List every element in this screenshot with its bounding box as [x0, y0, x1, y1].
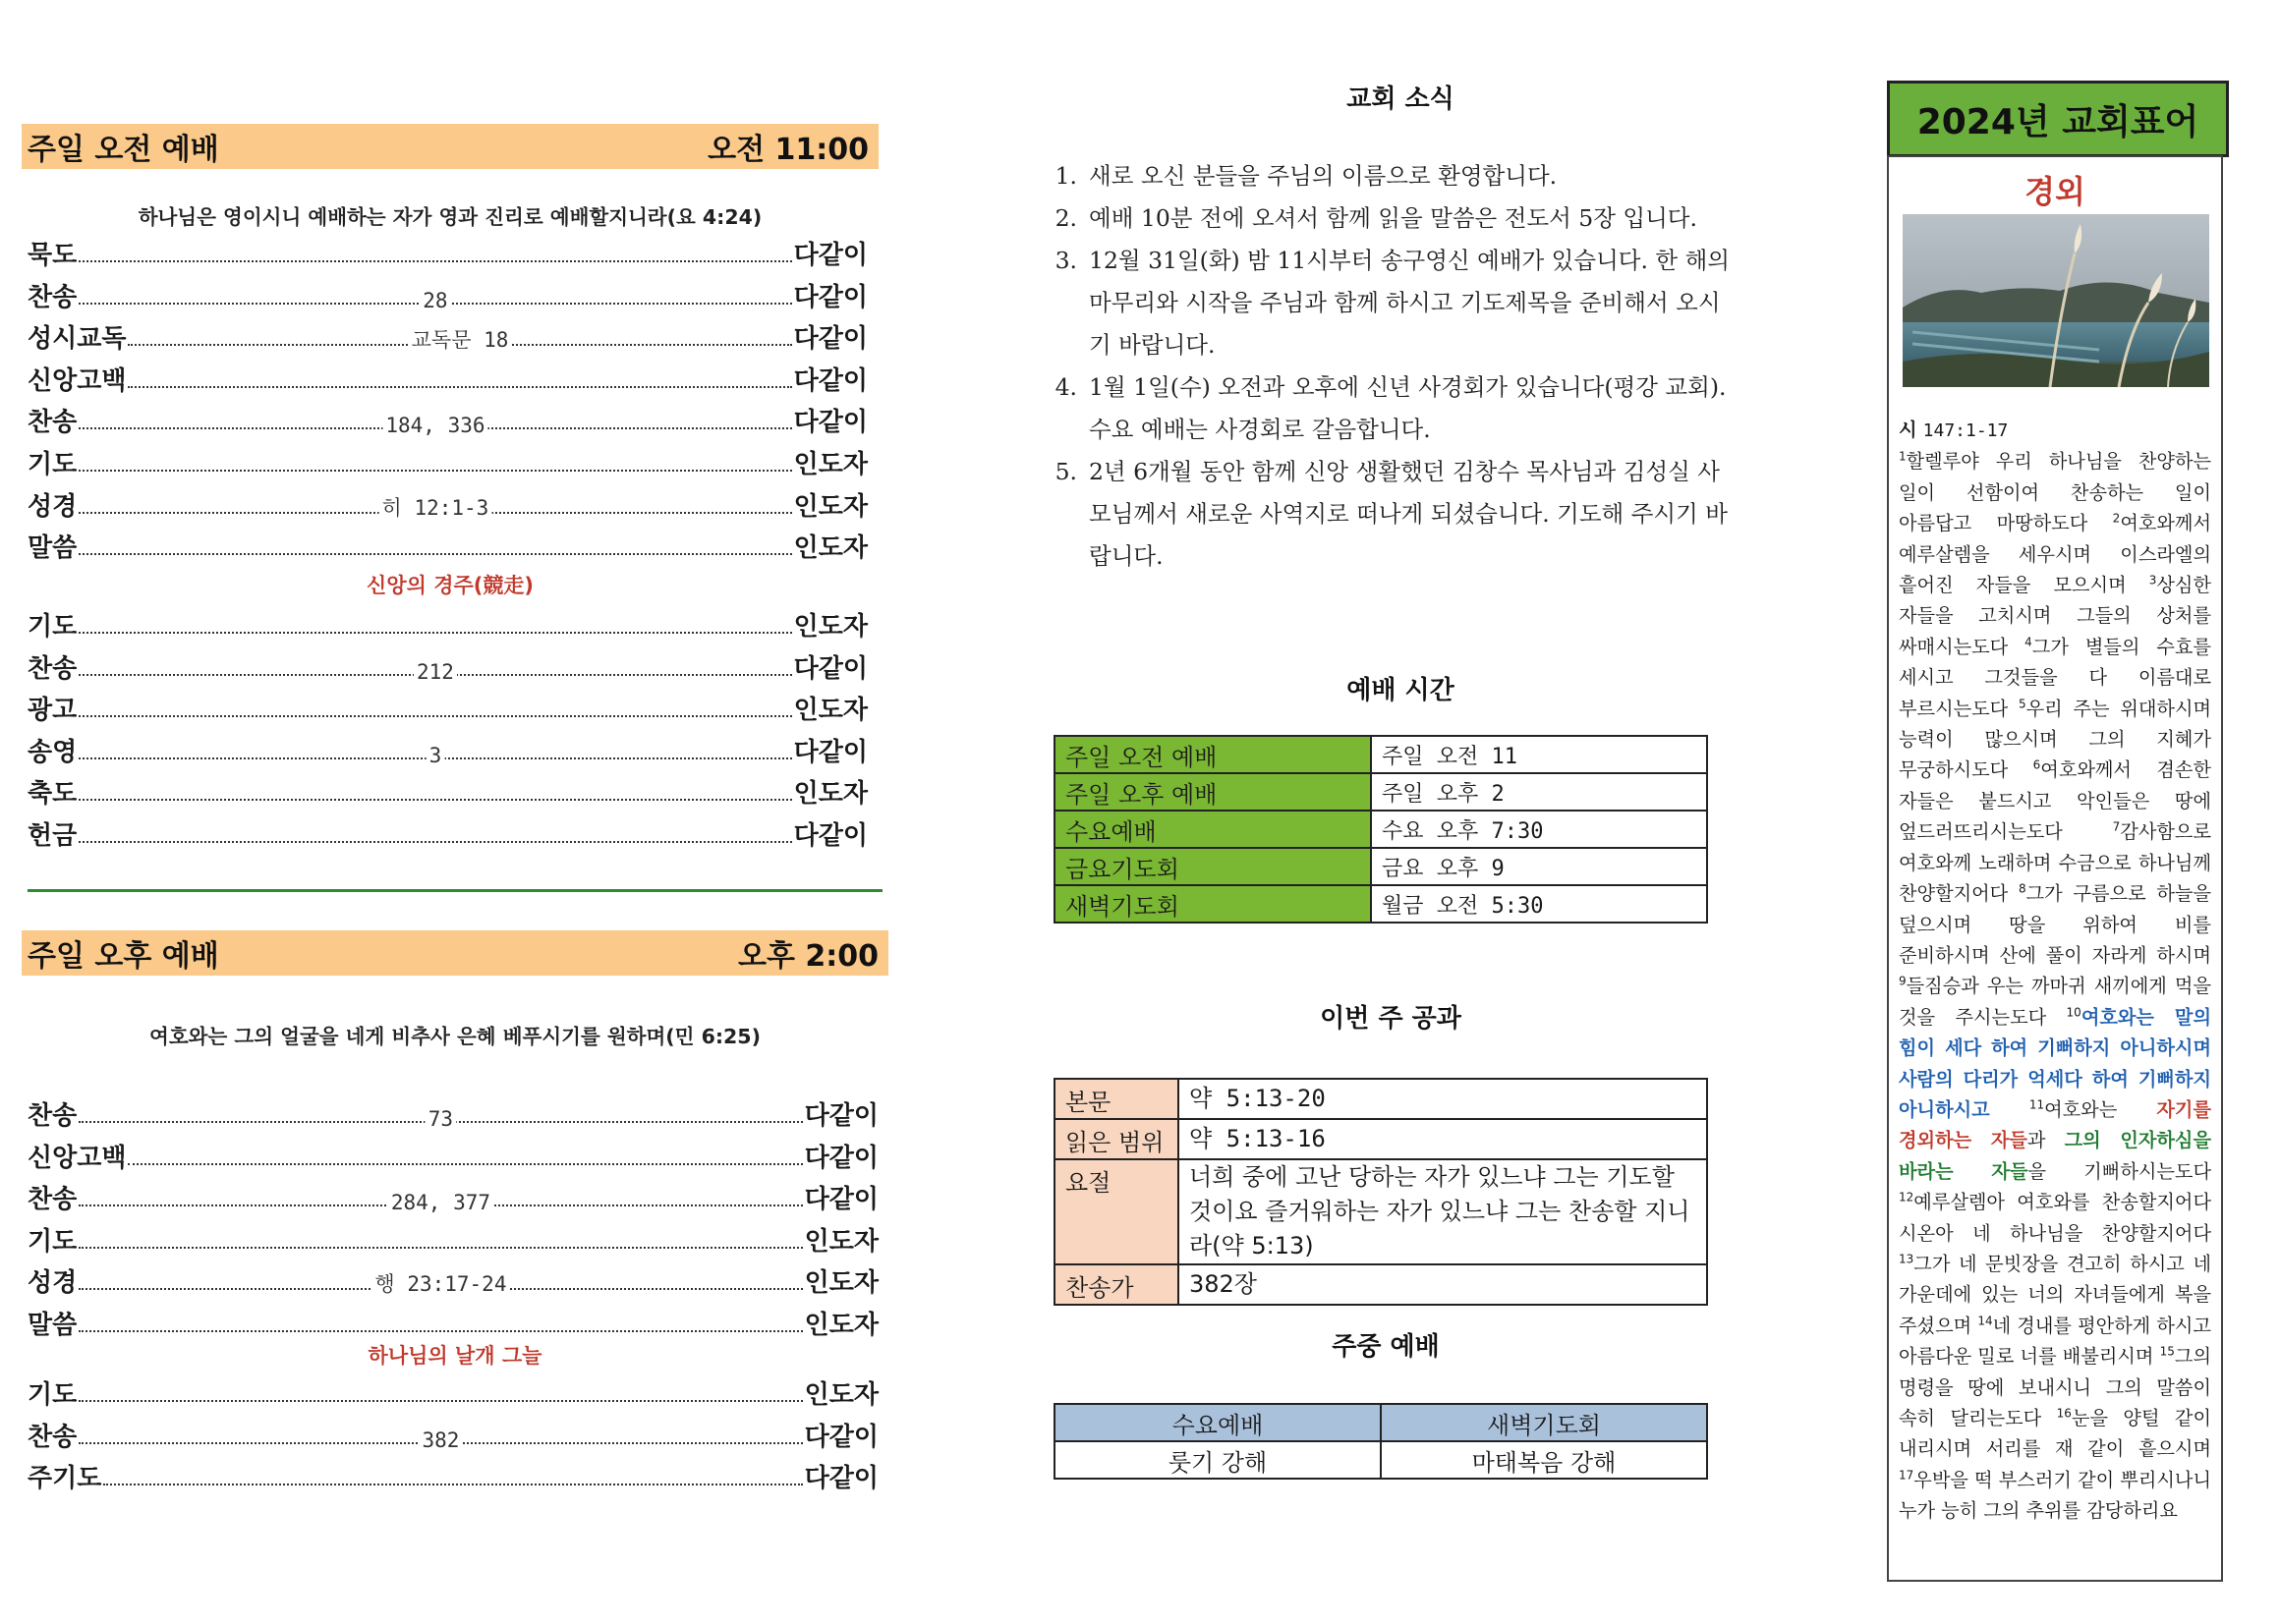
leader-dots — [128, 328, 791, 353]
order-label: 신앙고백 — [28, 1143, 127, 1173]
order-row — [28, 1139, 879, 1174]
order-row — [28, 649, 868, 685]
order-leader: 인도자 — [793, 696, 868, 726]
afternoon-service-title: 주일 오후 예배 — [28, 939, 219, 974]
order-leader: 인도자 — [804, 1268, 879, 1299]
order-row — [28, 1306, 879, 1341]
lesson-value: 382장 — [1178, 1264, 1707, 1305]
lesson-value: 약 5:13-20 — [1178, 1079, 1707, 1119]
morning-service-header — [22, 124, 879, 169]
psalm-text: 시 147:1-17 $^1$할렐루야 우리 하나님을 찬양하는 일이 선함이여 찬송하는 일이 아름답고 마땅하도다 $^2$여호와께서 예루살렘을 세우시며 이스라엘의 흩어진 자들을 모으시며 $^3$상심한 자들을 고치시며 그들의 상처를 싸매시는도다 $^4$그가 별들의 수효를 세시고 그것들을 다 이름대로 부르시는도다 $^5$우리 주는 위대하시며 능력이 많으시며 그의 지혜가 무궁하시도다 $^6$여호와께서 겸손한 자들은 붙드시고 악인들은 땅에 엎드러뜨리시는도다 $^7$감사함으로 여호와께 노래하며 수금으로 하나님께 찬양할지어다 $^8$그가 구름으로 하늘을 덮으시며 땅을 위하여 비를 준비하시며 산에 풀이 자라게 하시며 $^9$들짐승과 우는 까마귀 새끼에게 먹을 것을 주시는도다 $^{10}$여호와는 말의 힘이 세다 하여 기뻐하지 아니하시며 사람의 다리가 억세다 하여 기뻐하지 아니하시고 $^{11}$여호와는 자기를 경외하는 자들과 그의 인자하심을 바라는 자들을 기뻐하시는도다 $^{12}$예루살렘아 여호와를 찬송할지어다 시온아 네 하나님을 찬양할지어다 $^{13}$그가 네 문빗장을 견고히 하시고 네 가운데에 있는 너의 자녀들에게 복을 주셨으며 $^{14}$네 경내를 평안하게 하시고 아름다운 밀로 너를 배불리시며 $^{15}$그의 명령을 땅에 보내시니 그의 말씀이 속히 달리는도다 $^{16}$눈을 양털 같이 내리시며 서리를 재 같이 흩으시며 $^{17}$우박을 떡 부스러기 같이 뿌리시나니 누가 능히 그의 추위를 감당하리요 — [1899, 419, 2212, 1523]
weekday-header-dawn: 새벽기도회 — [1381, 1404, 1707, 1441]
order-row — [28, 1222, 879, 1258]
order-row — [28, 816, 868, 852]
order-row — [28, 403, 868, 438]
lesson-value: 약 5:13-16 — [1178, 1119, 1707, 1159]
church-news-title: 교회 소식 — [1346, 84, 1454, 114]
order-leader: 인도자 — [804, 1311, 879, 1340]
order-row — [28, 445, 868, 480]
order-leader: 다같이 — [793, 408, 868, 438]
leader-dots — [79, 1191, 802, 1215]
leader-dots — [79, 495, 791, 520]
morning-service-title: 주일 오전 예배 — [28, 133, 219, 167]
order-row — [28, 529, 868, 564]
leader-dots — [79, 632, 791, 634]
order-leader: 인도자 — [793, 779, 868, 810]
order-row — [28, 1418, 879, 1453]
leader-dots — [79, 414, 791, 438]
news-number: 5. — [1054, 458, 1077, 485]
order-label: 찬송 — [28, 282, 78, 312]
order-detail: 히 12:1-3 — [379, 492, 492, 522]
order-leader: 다같이 — [804, 1422, 879, 1452]
order-leader: 다같이 — [804, 1101, 879, 1131]
order-detail: 행 23:17-24 — [371, 1268, 509, 1298]
leader-dots — [79, 659, 791, 684]
order-label: 기도 — [28, 1380, 78, 1410]
leader-dots — [128, 386, 791, 388]
lesson-key: 본문 — [1054, 1079, 1178, 1119]
order-leader: 다같이 — [793, 737, 868, 767]
afternoon-sermon-title: 하나님의 날개 그늘 — [368, 1344, 542, 1368]
motto-header — [1887, 81, 2229, 157]
order-row — [28, 733, 868, 768]
order-leader: 다같이 — [804, 1143, 879, 1173]
news-number: 4. — [1054, 373, 1077, 401]
order-detail: 73 — [426, 1107, 456, 1131]
order-label: 축도 — [28, 779, 78, 810]
order-detail: 3 — [427, 744, 445, 767]
service-time-row — [1054, 811, 1707, 848]
order-detail: 212 — [414, 660, 457, 684]
order-label: 기도 — [28, 1226, 78, 1257]
order-leader: 인도자 — [793, 450, 868, 479]
leader-dots — [79, 260, 791, 262]
news-number: 2. — [1054, 204, 1077, 232]
leader-dots — [103, 1484, 802, 1485]
order-label: 찬송 — [28, 653, 78, 684]
order-leader: 인도자 — [793, 491, 868, 522]
leader-dots — [79, 1330, 802, 1332]
service-when: 주일 오후 2 — [1371, 773, 1707, 811]
lesson-row — [1054, 1264, 1707, 1305]
news-item — [1032, 451, 1735, 578]
morning-service-time: 오전 11:00 — [708, 133, 869, 167]
leader-dots — [79, 553, 791, 555]
leader-dots — [79, 1272, 802, 1297]
order-label: 광고 — [28, 696, 78, 726]
order-detail: 184, 336 — [382, 414, 487, 437]
news-item — [1032, 240, 1735, 366]
weekday-service-title: 주중 예배 — [1332, 1332, 1440, 1362]
order-label: 기도 — [28, 450, 78, 479]
order-leader: 인도자 — [793, 533, 868, 564]
service-name: 금요기도회 — [1054, 848, 1371, 885]
order-row — [28, 1263, 879, 1299]
news-text: 예배 10분 전에 오셔서 함께 읽을 말씀은 전도서 5장 입니다. — [1089, 204, 1697, 232]
news-number: 1. — [1054, 162, 1077, 190]
order-label: 신앙고백 — [28, 365, 127, 396]
order-row — [28, 236, 868, 271]
service-times-table — [1054, 735, 1708, 924]
order-label: 묵도 — [28, 241, 78, 270]
leader-dots — [128, 1163, 802, 1165]
service-when: 주일 오전 11 — [1371, 736, 1707, 773]
news-number: 3. — [1054, 247, 1077, 274]
afternoon-service-time: 오후 2:00 — [737, 939, 879, 974]
service-name: 새벽기도회 — [1054, 885, 1371, 923]
lesson-key: 찬송가 — [1054, 1264, 1178, 1305]
order-leader: 다같이 — [793, 324, 868, 355]
order-row — [28, 1459, 879, 1494]
order-detail: 284, 377 — [388, 1191, 493, 1214]
lesson-key: 요절 — [1054, 1159, 1178, 1264]
news-text: 12월 31일(화) 밤 11시부터 송구영신 예배가 있습니다. 한 해의 마무리와 시작을 주님과 함께 하시고 기도제목을 준비해서 오시기 바랍니다. — [1089, 247, 1730, 359]
order-label: 성경 — [28, 491, 78, 522]
order-row — [28, 1180, 879, 1215]
leader-dots — [79, 288, 791, 312]
news-text: 1월 1일(수) 오전과 오후에 신년 사경회가 있습니다(평강 교회). 수요 예배는 사경회로 갈음합니다. — [1089, 373, 1727, 443]
service-name: 주일 오전 예배 — [1054, 736, 1371, 773]
news-item — [1032, 197, 1735, 240]
service-when: 금요 오후 9 — [1371, 848, 1707, 885]
afternoon-service-header — [22, 930, 888, 976]
lesson-value: 너희 중에 고난 당하는 자가 있느냐 그는 기도할 것이요 즐거워하는 자가 있느냐 그는 찬송할 지니라(약 5:13) — [1178, 1159, 1707, 1264]
morning-verse: 하나님은 영이시니 예배하는 자가 영과 진리로 예배할지니라(요 4:24) — [138, 205, 763, 229]
weekday-service-table — [1054, 1403, 1708, 1480]
order-label: 말씀 — [28, 1311, 78, 1340]
order-leader: 다같이 — [793, 653, 868, 684]
order-leader: 다같이 — [804, 1185, 879, 1215]
weekday-value-dawn: 마태복음 강해 — [1381, 1441, 1707, 1479]
order-label: 성시교독 — [28, 324, 127, 355]
service-when: 수요 오후 7:30 — [1371, 811, 1707, 848]
order-leader: 다같이 — [793, 241, 868, 270]
order-row — [28, 362, 868, 397]
order-leader: 다같이 — [793, 821, 868, 851]
order-row — [28, 691, 868, 726]
leader-dots — [79, 1428, 802, 1452]
service-name: 수요예배 — [1054, 811, 1371, 848]
order-row — [28, 607, 868, 643]
news-item — [1032, 366, 1735, 451]
church-news-list — [1032, 155, 1735, 578]
order-label: 기도 — [28, 612, 78, 642]
service-times-title: 예배 시간 — [1346, 676, 1454, 705]
service-time-row — [1054, 773, 1707, 811]
leader-dots — [79, 1107, 802, 1131]
order-row — [28, 319, 868, 355]
order-label: 찬송 — [28, 1422, 78, 1452]
lesson-row — [1054, 1159, 1707, 1264]
service-time-row — [1054, 885, 1707, 923]
news-text: 새로 오신 분들을 주님의 이름으로 환영합니다. — [1089, 162, 1558, 190]
weekday-value-wed: 룻기 강해 — [1054, 1441, 1381, 1479]
news-text: 2년 6개월 동안 함께 신앙 생활했던 김창수 목사님과 김성실 사모님께서 새로운 사역지로 떠나게 되셨습니다. 기도해 주시기 바랍니다. — [1089, 458, 1728, 570]
service-time-row — [1054, 736, 1707, 773]
weekday-header-wed: 수요예배 — [1054, 1404, 1381, 1441]
service-time-row — [1054, 848, 1707, 885]
order-label: 말씀 — [28, 533, 78, 564]
order-leader: 다같이 — [804, 1464, 879, 1494]
psalm-ref-book: 시 — [1899, 419, 1917, 441]
afternoon-verse: 여호와는 그의 얼굴을 네게 비추사 은혜 베푸시기를 원하며(민 6:25) — [149, 1025, 761, 1048]
weekly-lesson-title: 이번 주 공과 — [1320, 1004, 1461, 1034]
order-row — [28, 1096, 879, 1132]
order-leader: 인도자 — [804, 1226, 879, 1257]
order-leader: 인도자 — [804, 1380, 879, 1410]
news-item — [1032, 155, 1735, 197]
order-detail: 교독문 18 — [409, 324, 512, 354]
order-detail: 28 — [420, 289, 450, 312]
landscape-photo — [1903, 214, 2209, 387]
order-leader: 인도자 — [793, 612, 868, 642]
order-leader: 다같이 — [793, 282, 868, 312]
lesson-row — [1054, 1079, 1707, 1119]
motto-word: 경외 — [2024, 173, 2085, 210]
leader-dots — [79, 1247, 802, 1249]
order-label: 찬송 — [28, 1185, 78, 1215]
leader-dots — [79, 841, 791, 843]
psalm-ref-num: 147:1-17 — [1922, 420, 2009, 441]
order-row — [28, 774, 868, 810]
leader-dots — [79, 470, 791, 472]
leader-dots — [79, 715, 791, 717]
order-label: 송영 — [28, 737, 78, 767]
order-label: 찬송 — [28, 1101, 78, 1131]
order-detail: 382 — [419, 1428, 462, 1452]
leader-dots — [79, 1400, 802, 1402]
section-divider — [28, 889, 883, 892]
order-label: 성경 — [28, 1268, 78, 1299]
motto-year-title: 2024년 교회표어 — [1916, 101, 2199, 142]
weekly-lesson-table — [1054, 1078, 1708, 1306]
leader-dots — [79, 743, 791, 767]
order-label: 주기도 — [28, 1464, 102, 1494]
order-label: 찬송 — [28, 408, 78, 438]
order-leader: 다같이 — [793, 365, 868, 396]
leader-dots — [79, 799, 791, 801]
lesson-row — [1054, 1119, 1707, 1159]
service-when: 월금 오전 5:30 — [1371, 885, 1707, 923]
service-name: 주일 오후 예배 — [1054, 773, 1371, 811]
morning-sermon-title: 신앙의 경주(競走) — [367, 574, 534, 597]
order-row — [28, 487, 868, 523]
order-label: 헌금 — [28, 821, 78, 851]
order-row — [28, 278, 868, 313]
lesson-key: 읽은 범위 — [1054, 1119, 1178, 1159]
order-row — [28, 1375, 879, 1411]
